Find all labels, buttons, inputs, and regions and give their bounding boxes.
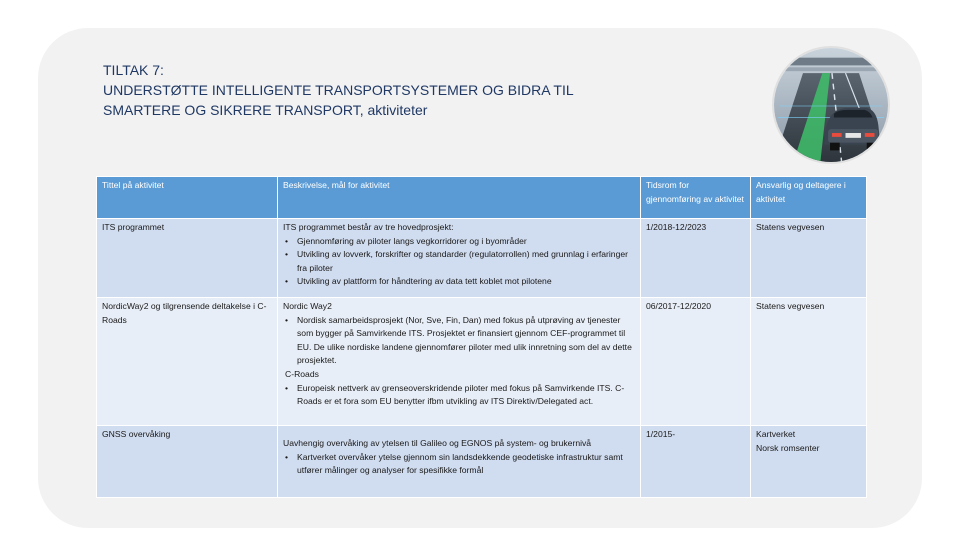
row-description (278, 426, 641, 498)
bullet-item: • Europeisk nettverk av grenseoverskridende piloter med fokus på Samvirkende ITS. C-Roads er et fora som EU benytter ifbm utvikling av ITS Direktiv/Delegated act. (295, 382, 635, 409)
title-line-2: UNDERSTØTTE INTELLIGENTE TRANSPORTSYSTEMER OG BIDRA TIL (103, 82, 574, 98)
row-title: ITS programmet (97, 219, 278, 298)
title-line-3: SMARTERE OG SIKRERE TRANSPORT, aktiviteter (103, 102, 428, 118)
responsible-line: Norsk romsenter (756, 442, 820, 453)
table-header-row (97, 177, 867, 219)
header-period: Tidsrom for gjennomføring av aktivitet (641, 177, 751, 219)
activities-table (96, 176, 867, 498)
description-subheading: C-Roads (285, 368, 319, 379)
table-row (97, 219, 867, 298)
description-intro: Nordic Way2 (283, 301, 332, 311)
page-title (103, 60, 703, 120)
header-title: Tittel på aktivitet (97, 177, 278, 219)
row-responsible: Statens vegvesen (751, 298, 867, 426)
bullet-item: • Nordisk samarbeidsprosjekt (Nor, Sve, Fin, Dan) med fokus på utprøving av tjenester som bygger på Samvirkende ITS. Prosjektet er finansiert gjennom CEF-programmet til EU. De ulike nordiske landene gjennomfører piloter med ulik innretning som del av dette prosjektet. (295, 314, 635, 368)
car-on-smart-road-icon (772, 46, 890, 164)
row-title: GNSS overvåking (97, 426, 278, 498)
description-bullets (283, 314, 635, 368)
row-responsible (751, 426, 867, 498)
bullet-item: • Utvikling av lovverk, forskrifter og standarder (regulatorrollen) med grunnlag i erfaringer fra piloter (295, 248, 635, 275)
bullet-item: • Gjennomføring av piloter langs vegkorridorer og i byområder (295, 235, 635, 249)
bullet-item: • Utvikling av plattform for håndtering av data tett koblet mot pilotene (295, 275, 635, 289)
row-description (278, 219, 641, 298)
responsible-line: Kartverket (756, 429, 796, 439)
row-responsible: Statens vegvesen (751, 219, 867, 298)
bullet-item: • Kartverket overvåker ytelse gjennom sin landsdekkende geodetiske infrastruktur samt utfører målinger og analyser for spesifikke formål (295, 451, 635, 478)
description-intro: Uavhengig overvåking av ytelsen til Galileo og EGNOS på system- og brukernivå (283, 438, 592, 448)
title-line-1: TILTAK 7: (103, 62, 164, 78)
row-period: 1/2015- (641, 426, 751, 498)
description-intro: ITS programmet består av tre hovedprosjekt: (283, 222, 454, 232)
row-period: 06/2017-12/2020 (641, 298, 751, 426)
table-row (97, 298, 867, 426)
row-title: NordicWay2 og tilgrensende deltakelse i C-Roads (97, 298, 278, 426)
description-bullets (283, 451, 635, 478)
description-bullets (283, 382, 635, 409)
table-row (97, 426, 867, 498)
row-description (278, 298, 641, 426)
header-responsible: Ansvarlig og deltagere i aktivitet (751, 177, 867, 219)
header-description: Beskrivelse, mål for aktivitet (278, 177, 641, 219)
row-period: 1/2018-12/2023 (641, 219, 751, 298)
description-bullets (283, 235, 635, 289)
